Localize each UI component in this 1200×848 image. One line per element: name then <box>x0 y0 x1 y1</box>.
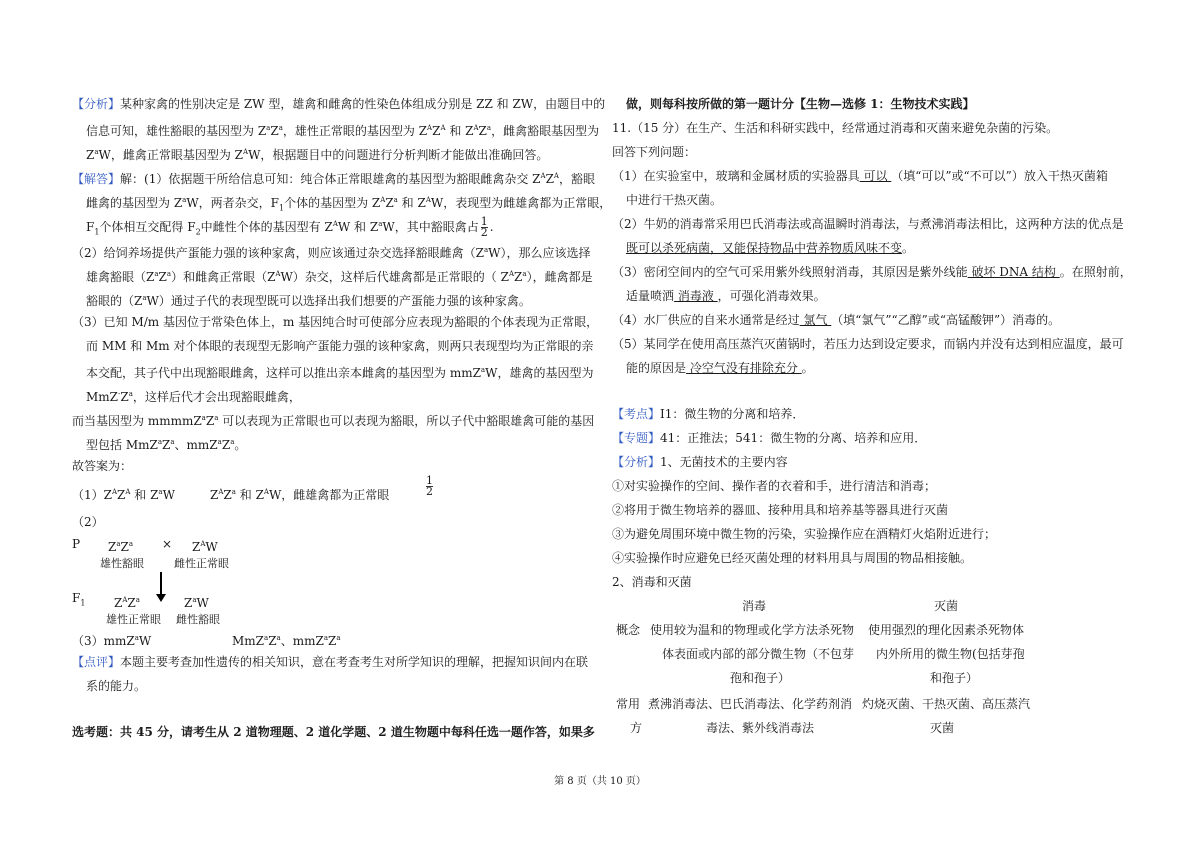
f1-male-phenotype: 雄性正常眼 <box>106 613 161 626</box>
comment-line2: 系的能力。 <box>86 679 147 693</box>
answer-item-1-fraction: $\frac{1}{2}$ <box>426 474 433 498</box>
sterile-item-4: ④实验操作时应避免已经灭菌处理的材料用具与周围的物品相接触。 <box>612 551 973 565</box>
parent-female-phenotype: 雌性正常眼 <box>174 557 229 570</box>
sterile-item-3: ③为避免周围环境中微生物的污染，实验操作应在酒精灯火焰附近进行； <box>612 527 997 541</box>
table-concept-disinfection-1: 使用较为温和的物理或化学方法杀死物 <box>650 623 855 637</box>
q3-answer-2: 消毒液 <box>674 289 718 303</box>
disinfect-sterilize-heading: 2、消毒和灭菌 <box>612 575 692 589</box>
cross-arrow-line <box>160 572 162 596</box>
analysis-r: 【分析】1、无菌技术的主要内容 <box>612 455 788 469</box>
answer3-line2: 而 MM 和 Mm 对个体眼的表现型无影响产蛋能力强的该种家禽，则两只表现型均为正常眼的亲 <box>86 339 594 353</box>
q1-answer: 可以 <box>859 169 892 183</box>
analysis-line2: 信息可知，雄性豁眼的基因型为 $Z^aZ^a$，雄性正常眼的基因型为 $Z^AZ^A$ 和 $Z^AZ^a$，雌禽豁眼基因型为 <box>86 124 600 138</box>
knowledge-point: 【考点】I1：微生物的分离和培养． <box>612 407 805 421</box>
answer3-line6: 型包括 $MmZ^aZ^a$、$mmZ^aZ^a$。 <box>86 438 247 452</box>
answer3-line1: （3）已知 M/m 基因位于常染色体上，m 基因纯合时可使部分应表现为豁眼的个体表现为正常眼， <box>72 315 599 329</box>
answer-tag: 【解答】 <box>72 172 121 186</box>
analysis-tag: 【分析】 <box>72 97 121 111</box>
parent-female-genotype: $Z^AW$ <box>192 540 218 554</box>
table-concept-sterilization-1: 使用强烈的理化因素杀死物体 <box>868 623 1025 637</box>
q5-line1: （5）某同学在使用高压蒸汽灭菌锅时，若压力达到设定要求，而锅内并没有达到相应温度，最可 <box>612 337 1124 351</box>
analysis-line3: $Z^aW$，雌禽正常眼基因型为 $Z^AW$，根据题目中的问题进行分析判断才能做出准确回答。 <box>86 148 549 162</box>
table-methods-disinfection-2: 毒法、紫外线消毒法 <box>706 721 815 735</box>
answer-item-3: （3）mmZ$^a$W <box>72 634 152 648</box>
q4-line1: （4）水厂供应的自来水通常是经过 氯气 （填“氯气”“乙醇”或“高锰酸钾”）消毒的。 <box>612 313 1061 327</box>
q3-answer: 破坏 DNA 结构 <box>967 265 1060 279</box>
answer2-line1: （2）给饲养场提供产蛋能力强的该种家禽，则应该通过杂交选择豁眼雌禽$(Z^aW)$，那么应该选择 <box>72 246 591 260</box>
table-methods-disinfection-1: 煮沸消毒法、巴氏消毒法、化学药剂消 <box>648 697 853 711</box>
q3-line1: （3）密闭空间内的空气可采用紫外线照射消毒，其原因是紫外线能 破坏 DNA 结构 。在照射前， <box>612 265 1132 279</box>
question-instructions: 回答下列问题： <box>612 145 697 159</box>
comment-line1: 【点评】本题主要考查加性遗传的相关知识，意在考查考生对所学知识的理解，把握知识间内在联 <box>72 655 589 669</box>
answer-item-1: $(1)Z^AZ^A$ 和 $Z^aW$ <box>72 488 175 502</box>
table-methods-sterilization-1: 灼烧灭菌、干热灭菌、高压蒸汽 <box>862 697 1031 711</box>
q2-line1: （2）牛奶的消毒常采用巴氏消毒法或高温瞬时消毒法，与煮沸消毒法相比，这两种方法的优点是 <box>612 217 1124 231</box>
q1-line2: 中进行干热灭菌。 <box>626 193 723 207</box>
sterile-item-1: ①对实验操作的空间、操作者的衣着和手，进行清洁和消毒； <box>612 479 937 493</box>
answer3-line5: 而当基因型为 $mmmmZ^aZ^a$ 可以表现为正常眼也可以表现为豁眼，所以子代中豁眼雄禽可能的基因 <box>72 414 595 428</box>
f1-label: $F_1$ <box>72 591 86 608</box>
f1-female-phenotype: 雌性豁眼 <box>176 613 220 626</box>
answer-item-2: （2） <box>72 515 104 529</box>
answer-item-1b: $Z^AZ^a$ 和 $Z^AW$，雌雄禽都为正常眼 <box>210 488 390 502</box>
question-11-stem: 11.（15 分）在生产、生活和科研实践中，经常通过消毒和灭菌来避免杂菌的污染。 <box>612 121 1059 135</box>
analysis-r-tag: 【分析】 <box>612 455 661 469</box>
answer-item-3b: $MmZ^aZ^a$、$mmZ^aZ^a$ <box>232 634 341 648</box>
q1-line1: （1）在实验室中，玻璃和金属材质的实验器具 可以 （填“可以”或“不可以”）放入干热灭菌箱 <box>612 169 1108 183</box>
table-header-disinfection: 消毒 <box>742 599 767 613</box>
q5-answer: 冷空气没有排除充分 <box>686 361 802 375</box>
table-row-methods-label-b: 方 <box>630 721 643 735</box>
parent-male-phenotype: 雄性豁眼 <box>100 557 144 570</box>
answer-line3: $F_1$个体相互交配得 $F_2$中雌性个体的基因型有 $Z^AW$ 和 $Z^aW$，其中豁眼禽占 $\frac{1}{2}$ . <box>86 215 494 239</box>
parent-male-genotype: $Z^aZ^a$ <box>108 540 134 554</box>
cross-arrow-head <box>156 594 166 602</box>
answer2-line2: 雄禽豁眼$(Z^aZ^a)$和雌禽正常眼$(Z^AW)$杂交，这样后代雄禽都是正常眼的（ $Z^AZ^a$），雌禽都是 <box>86 270 593 284</box>
knowledge-tag: 【考点】 <box>612 407 661 421</box>
table-concept-sterilization-2: 内外所用的微生物(包括芽孢 <box>876 647 1025 661</box>
topic-tag: 【专题】 <box>612 431 661 445</box>
analysis-paragraph-line1: 【分析】某种家禽的性别决定是 ZW 型，雄禽和雌禽的性染色体组成分别是 ZZ 和 ZW，由题目中的 <box>72 97 606 111</box>
table-concept-disinfection-3: 孢和孢子） <box>730 671 791 685</box>
f1-male-genotype: $Z^AZ^a$ <box>114 596 140 610</box>
page-number: 第 8 页（共 10 页） <box>554 776 646 787</box>
answer-line2: 雌禽的基因型为 $Z^aW$，两者杂交，$F_1$个体的基因型为 $Z^AZ^a$ 和 $Z^AW$，表现型为雌雄禽都为正常眼， <box>86 196 612 213</box>
answer-line1: 【解答】解：(1）依据题干所给信息可知：纯合体正常眼雄禽的基因型为豁眼雌禽杂交 $Z^AZ^A$，豁眼 <box>72 172 595 186</box>
table-row-concept-label: 概念 <box>616 623 641 637</box>
sterile-item-2: ②将用于微生物培养的器皿、接种用具和培养基等器具进行灭菌 <box>612 503 949 517</box>
parent-label: P <box>72 537 81 551</box>
conclusion-label: 故答案为： <box>72 459 133 473</box>
table-methods-sterilization-2: 灭菌 <box>930 721 955 735</box>
table-header-sterilization: 灭菌 <box>934 599 959 613</box>
fraction: $\frac{1}{2}$ <box>480 215 488 239</box>
elective-instructions: 选考题：共 45 分，请考生从 2 道物理题、2 道化学题、2 道生物题中每科任选一题作答，如果多 <box>72 725 595 739</box>
topic: 【专题】41：正推法；541：微生物的分离、培养和应用． <box>612 431 927 445</box>
q2-answer: 既可以杀死病菌，又能保持物品中营养物质风味不变 <box>626 241 903 255</box>
elective-instructions-cont: 做，则每科按所做的第一题计分【生物—选修 1：生物技术实践】 <box>626 97 975 111</box>
q3-line2: 适量喷洒 消毒液 ，可强化消毒效果。 <box>626 289 826 303</box>
answer2-line3: 豁眼的$(Z^aW)$通过子代的表现型既可以选择出我们想要的产蛋能力强的该种家禽。 <box>86 294 531 308</box>
table-concept-disinfection-2: 体表面或内部的部分微生物（不包芽 <box>662 647 855 661</box>
answer3-line4: $MmZ^-Z^a$，这样后代才会出现豁眼雌禽， <box>86 390 301 404</box>
q2-line2: 既可以杀死病菌，又能保持物品中营养物质风味不变。 <box>626 241 915 255</box>
f1-female-genotype: $Z^aW$ <box>184 596 209 610</box>
table-row-methods-label-a: 常用 <box>616 697 641 711</box>
table-concept-sterilization-3: 和孢子） <box>930 671 979 685</box>
answer3-line3: 本交配，其子代中出现豁眼雌禽，这样可以推出亲本雌禽的基因型为 mmZ$^a$W，雄禽的基因型为 <box>86 366 594 380</box>
cross-symbol: × <box>162 537 173 551</box>
q5-line2: 能的原因是 冷空气没有排除充分 。 <box>626 361 814 375</box>
q4-answer: 氯气 <box>799 313 832 327</box>
comment-tag: 【点评】 <box>72 655 121 669</box>
